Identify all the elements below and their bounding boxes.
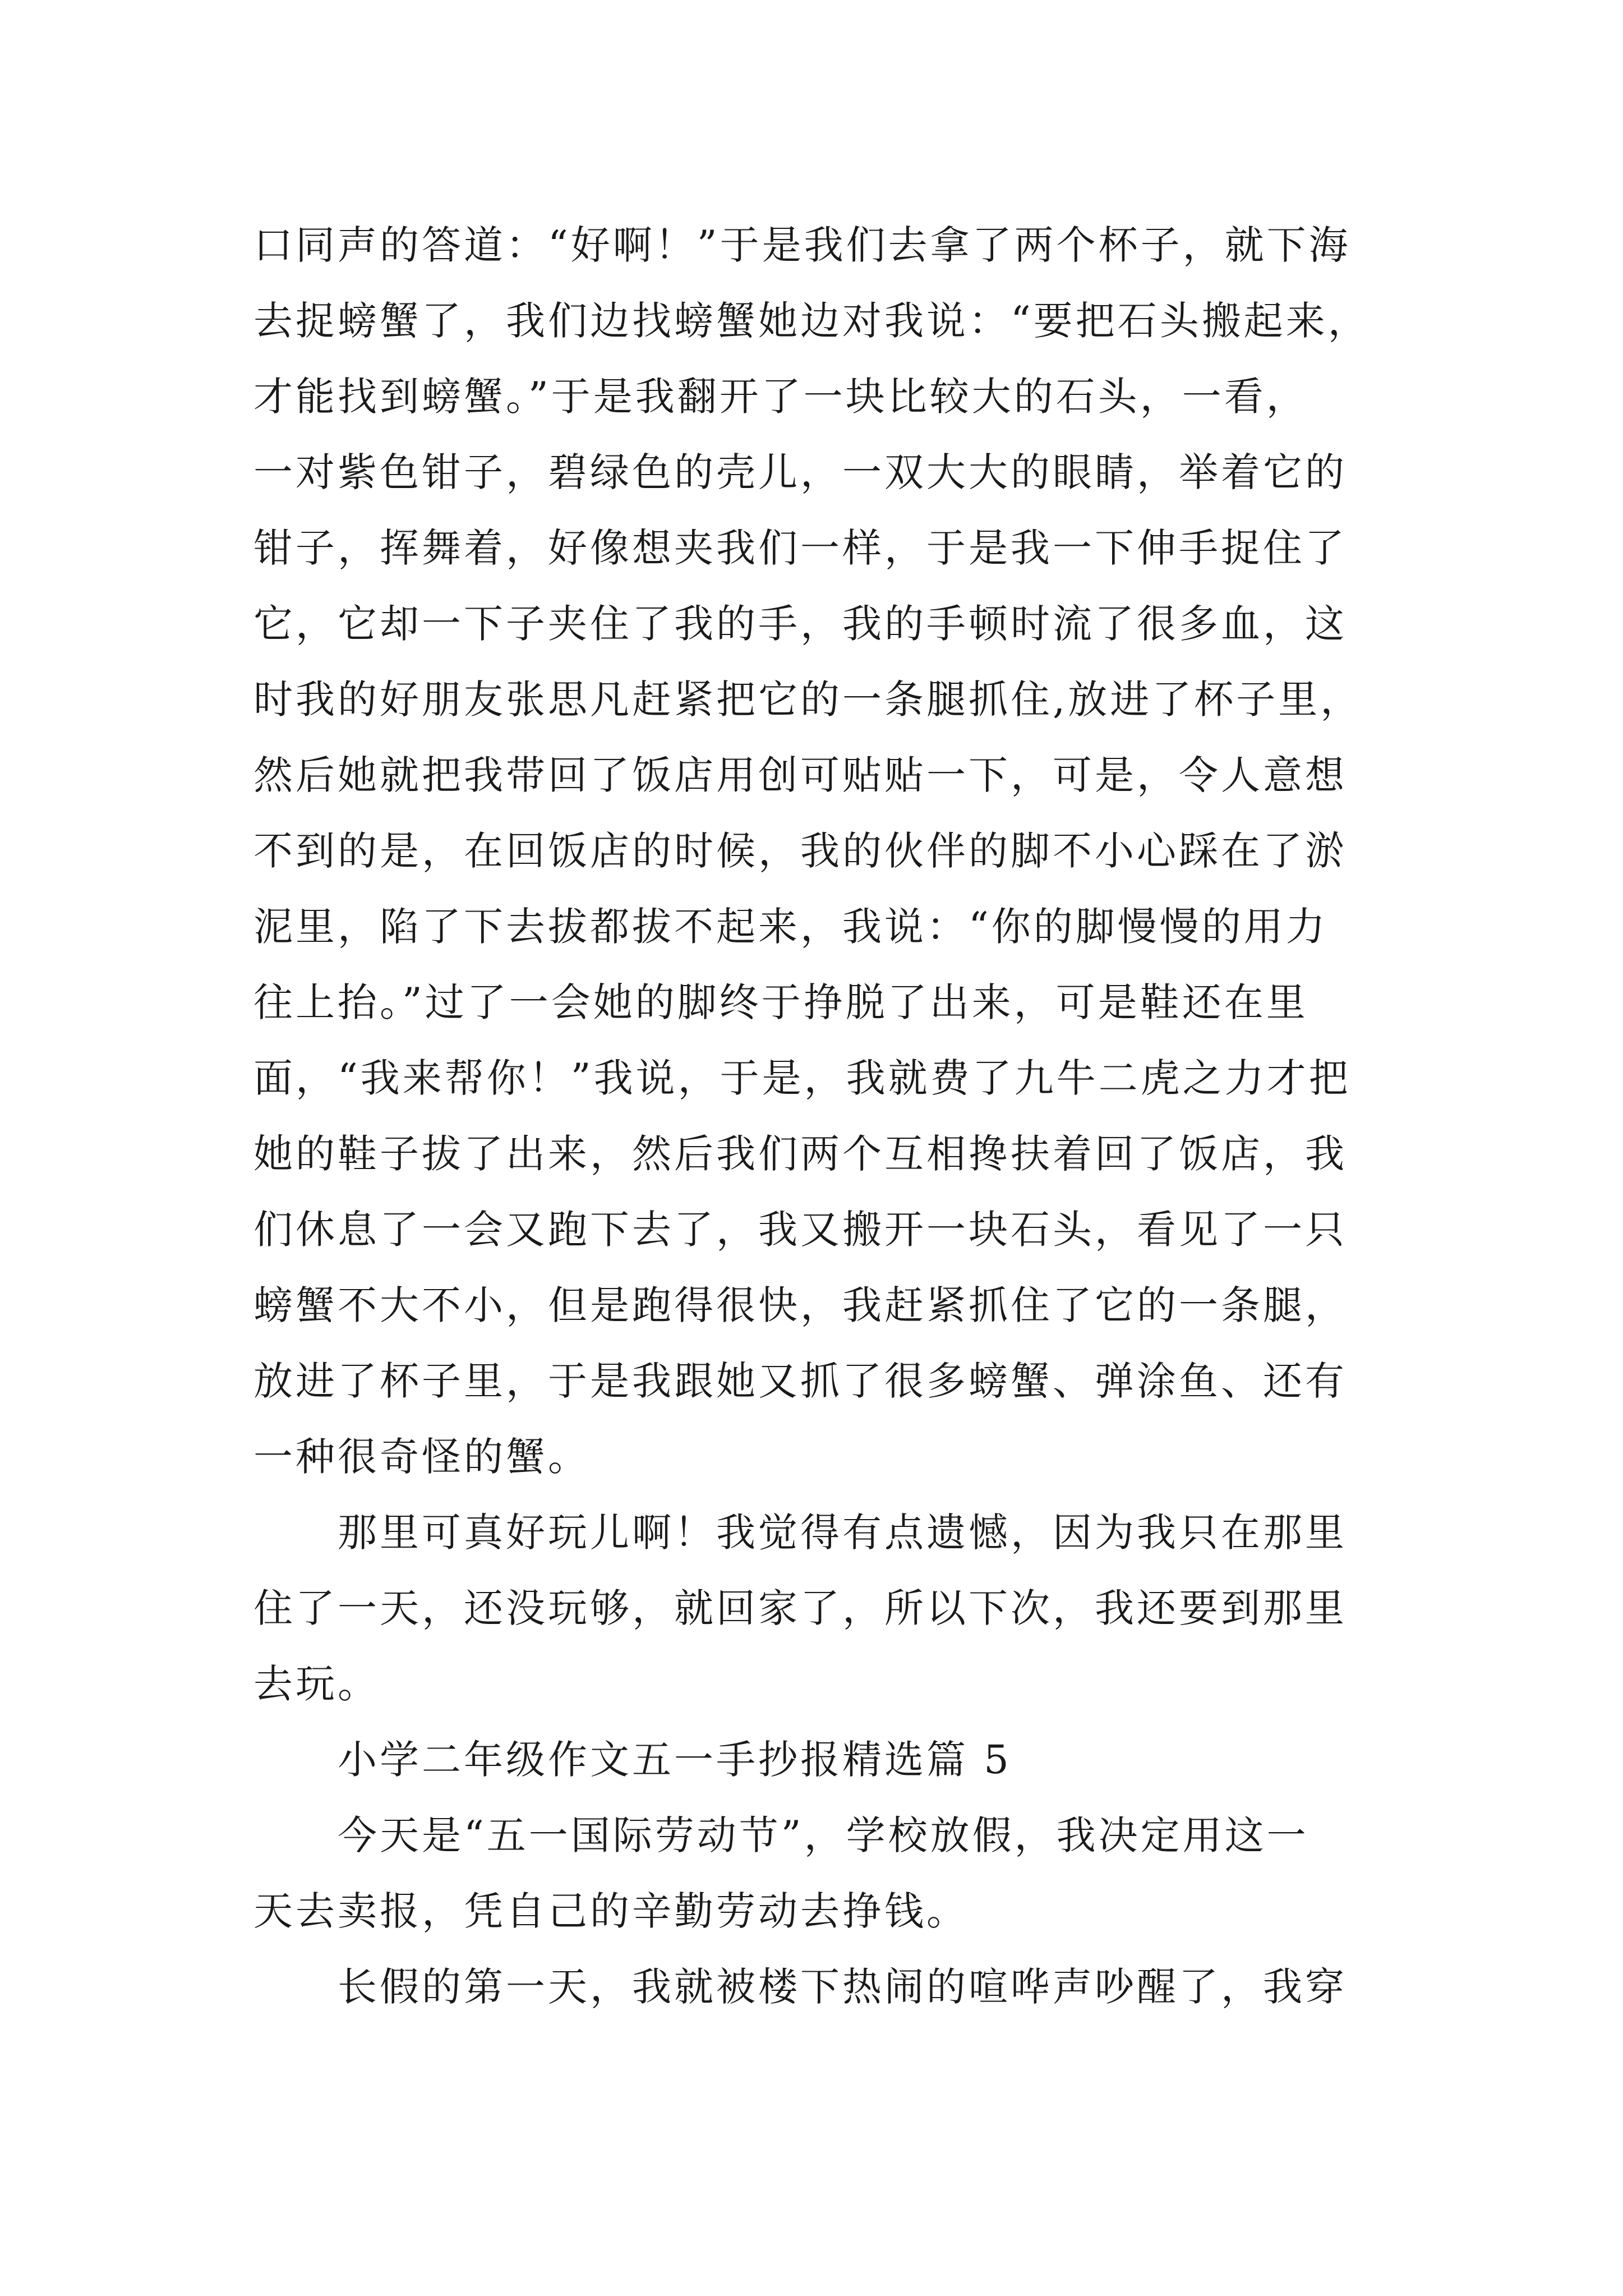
text-line: 她的鞋子拔了出来，然后我们两个互相搀扶着回了饭店，我 (253, 1131, 1347, 1177)
text-line: 才能找到螃蟹。”于是我翻开了一块比较大的石头，一看， (253, 374, 1308, 420)
text-line: 口同声的答道：“好啊！”于是我们去拿了两个杯子，就下海 (253, 222, 1351, 268)
text-line: 天去卖报，凭自己的辛勤劳动去挣钱。 (253, 1888, 969, 1934)
text-line: 们休息了一会又跑下去了，我又搬开一块石头，看见了一只 (253, 1207, 1347, 1253)
text-line: 去玩。 (253, 1661, 380, 1707)
text-line: 它，它却一下子夹住了我的手，我的手顿时流了很多血，这 (253, 601, 1347, 647)
text-line: 放进了杯子里，于是我跟她又抓了很多螃蟹、弹涂鱼、还有 (253, 1358, 1347, 1404)
text-line: 去捉螃蟹了，我们边找螃蟹她边对我说：“要把石头搬起来， (253, 298, 1370, 344)
text-line: 往上抬。”过了一会她的脚终于挣脱了出来，可是鞋还在里 (253, 979, 1308, 1025)
text-line: 然后她就把我带回了饭店用创可贴贴一下，可是，令人意想 (253, 752, 1347, 798)
text-line: 长假的第一天，我就被楼下热闹的喧哗声吵醒了，我穿 (253, 1964, 1347, 2010)
text-line: 螃蟹不大不小，但是跑得很快，我赶紧抓住了它的一条腿， (253, 1282, 1347, 1328)
text-line: 一种很奇怪的蟹。 (253, 1434, 590, 1480)
text-line: 今天是“五一国际劳动节”，学校放假，我决定用这一 (253, 1812, 1309, 1858)
text-line: 面，“我来帮你！”我说，于是，我就费了九牛二虎之力才把 (253, 1055, 1351, 1101)
text-line: 泥里，陷了下去拔都拔不起来，我说：“你的脚慢慢的用力 (253, 904, 1328, 950)
text-line: 不到的是，在回饭店的时候，我的伙伴的脚不小心踩在了淤 (253, 828, 1347, 874)
text-line: 住了一天，还没玩够，就回家了，所以下次，我还要到那里 (253, 1585, 1347, 1631)
text-line: 钳子，挥舞着，好像想夹我们一样，于是我一下伸手捉住了 (253, 525, 1347, 571)
text-line: 那里可真好玩儿啊！我觉得有点遗憾，因为我只在那里 (253, 1510, 1347, 1556)
section-heading: 小学二年级作文五一手抄报精选篇 5 (253, 1737, 1012, 1783)
body-text (253, 208, 1381, 2025)
text-line: 时我的好朋友张思凡赶紧把它的一条腿抓住,放进了杯子里， (253, 677, 1363, 723)
text-line: 一对紫色钳子，碧绿色的壳儿，一双大大的眼睛，举着它的 (253, 449, 1347, 495)
